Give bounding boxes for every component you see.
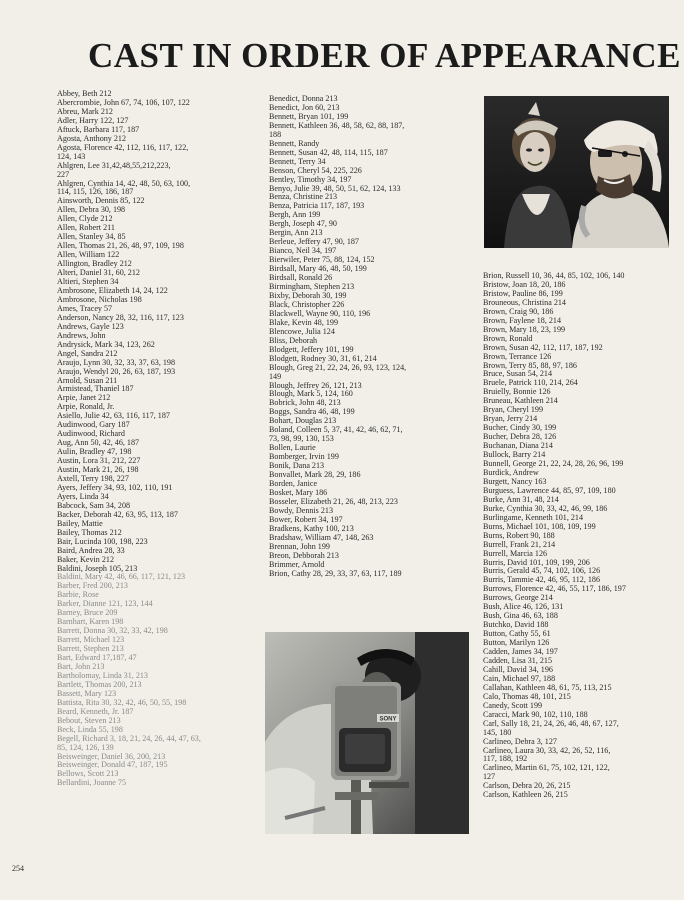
index-entry: Cahill, David 34, 196	[483, 665, 553, 674]
index-entry: Begell, Richard 3, 18, 21, 24, 26, 44, 47, 63,	[57, 734, 201, 743]
index-entry: Bobrick, John 48, 213	[269, 399, 341, 408]
index-entry: Boggs, Sandra 46, 48, 199	[269, 408, 355, 417]
index-entry: Abercrombie, John 67, 74, 106, 107, 122	[57, 98, 190, 107]
index-entry: Bixby, Deborah 30, 199	[269, 291, 347, 300]
index-entry: Bierwiler, Peter 75, 88, 124, 152	[269, 256, 375, 265]
index-entry: Abreu, Mark 212	[57, 107, 113, 116]
index-entry: Armistead, Thaniel 187	[57, 385, 134, 394]
index-entry: Beisweinger, Daniel 36, 200, 213	[57, 752, 166, 761]
camera-brand-label: SONY	[379, 716, 397, 723]
index-entry: Barrett, Michael 123	[57, 636, 125, 645]
index-entry: Butchko, David 188	[483, 621, 549, 630]
index-entry: Bryan, Jerry 214	[483, 415, 538, 424]
index-entry: Blough, Mark 5, 124, 160	[269, 390, 353, 399]
index-entry: Carlineo, Debra 3, 127	[483, 737, 557, 746]
page-title: CAST IN ORDER OF APPEARANCE	[88, 36, 681, 75]
index-entry: Caracci, Mark 90, 102, 110, 188	[483, 710, 588, 719]
index-entry: Bartlett, Thomas 200, 213	[57, 680, 142, 689]
index-entry: Ambrosone, Nicholas 198	[57, 295, 142, 304]
index-entry: Araujo, Lynn 30, 32, 33, 37, 63, 198	[57, 358, 176, 367]
index-entry: Bart, John 213	[57, 663, 105, 671]
index-entry: 145, 180	[483, 728, 512, 737]
index-entry: Beisweinger, Donald 47, 187, 195	[57, 761, 168, 770]
index-entry: Bryan, Cheryl 199	[483, 406, 544, 415]
index-entry: Barker, Dianne 121, 123, 144	[57, 600, 153, 609]
index-entry: 117, 188, 192	[483, 755, 528, 764]
index-entry: Bruele, Patrick 110, 214, 264	[483, 379, 578, 388]
index-entry: Asiello, Julie 42, 63, 116, 117, 187	[57, 412, 170, 421]
index-entry: Aug, Ann 50, 42, 46, 187	[57, 439, 140, 448]
index-entry: Brown, Terrance 126	[483, 352, 552, 361]
index-entry: Brown, Ronald	[483, 334, 533, 343]
index-entry: Birmingham, Stephen 213	[269, 283, 355, 292]
index-entry: Bassett, Mary 123	[57, 689, 117, 698]
index-entry: Burrows, George 214	[483, 594, 553, 603]
index-entry: Bosseler, Elizabeth 21, 26, 48, 213, 223	[269, 497, 398, 506]
index-entry: Birdsall, Mary 46, 48, 50, 199	[269, 265, 367, 274]
index-entry: Bush, Gina 46, 63, 188	[483, 612, 558, 621]
index-entry: Bush, Alice 46, 126, 131	[483, 603, 564, 612]
index-entry: Blough, Greg 21, 22, 24, 26, 93, 123, 124,	[269, 363, 407, 372]
index-entry: Ames, Tracey 57	[57, 304, 113, 313]
index-entry: Beard, Kenneth, Jr. 187	[57, 707, 134, 716]
index-entry: Bellardini, Joanne 75	[57, 779, 127, 788]
index-entry: Bentley, Timothy 34, 197	[269, 175, 352, 184]
index-entry: Barnhart, Karen 198	[57, 618, 124, 627]
index-entry: Barrett, Donna 30, 32, 33, 42, 198	[57, 627, 168, 636]
index-entry: Blackwell, Wayne 90, 110, 196	[269, 309, 371, 318]
index-entry: Bonvallet, Mark 28, 29, 186	[269, 471, 361, 480]
index-entry: Brown, Susan 42, 112, 117, 187, 192	[483, 343, 603, 352]
index-entry: Carlson, Kathleen 26, 215	[483, 791, 568, 800]
index-entry: Burns, Robert 90, 188	[483, 531, 555, 540]
index-entry: Burris, David 101, 109, 199, 206	[483, 558, 590, 567]
index-entry: Adler, Harry 122, 127	[57, 116, 129, 125]
index-entry: Borden, Janice	[269, 479, 318, 488]
index-entry: Aftuck, Barbara 117, 187	[57, 125, 140, 134]
index-entry: Barney, Bruce 209	[57, 609, 118, 618]
index-entry: Allen, Robert 211	[57, 224, 115, 233]
index-entry: Burns, Michael 101, 108, 109, 199	[483, 522, 596, 531]
index-entry: Bianco, Neil 34, 197	[269, 247, 337, 256]
index-entry: Andrews, Gayle 123	[57, 322, 124, 331]
index-entry: Abbey, Beth 212	[57, 90, 112, 98]
index-entry: Andrysick, Mark 34, 123, 262	[57, 340, 155, 349]
index-entry: Blodgett, Jeffery 101, 199	[269, 345, 354, 354]
index-entry: Austin, Mark 21, 26, 198	[57, 466, 139, 475]
index-entry: Bebout, Steven 213	[57, 716, 121, 725]
index-entry: Ambrosone, Elizabeth 14, 24, 122	[57, 286, 168, 295]
index-entry: Bergin, Ann 213	[269, 229, 323, 238]
index-entry: Burke, Ann 31, 48, 214	[483, 495, 559, 504]
index-entry: Burrows, Florence 42, 46, 55, 117, 186, 197	[483, 585, 626, 594]
index-entry: Bucher, Debra 28, 126	[483, 433, 557, 442]
index-entry: Burgett, Nancy 163	[483, 477, 547, 486]
index-entry: Brion, Cathy 28, 29, 33, 37, 63, 117, 189	[269, 569, 402, 578]
index-entry: Blencowe, Julia 124	[269, 327, 335, 336]
index-entry: Brion, Russell 10, 36, 44, 85, 102, 106, 140	[483, 272, 625, 280]
index-entry: Brown, Terry 85, 88, 97, 186	[483, 361, 577, 370]
index-entry: Burrell, Frank 21, 214	[483, 540, 556, 549]
index-column-2	[269, 95, 474, 578]
index-entry: Bruneau, Kathleen 214	[483, 397, 558, 406]
index-entry: Brown, Faylene 18, 214	[483, 316, 562, 325]
index-entry: Ahlgren, Cynthia 14, 42, 48, 50, 63, 100,	[57, 179, 191, 188]
index-entry: Burguess, Lawrence 44, 85, 97, 109, 180	[483, 486, 616, 495]
index-entry: Arpie, Ronald, Jr.	[57, 403, 115, 412]
index-entry: Allen, Clyde 212	[57, 215, 113, 224]
index-entry: Araujo, Wendyl 20, 26, 63, 187, 193	[57, 367, 176, 376]
index-entry: Carlineo, Laura 30, 33, 42, 26, 52, 116,	[483, 746, 611, 755]
index-entry: Austin, Lora 31, 212, 227	[57, 457, 141, 466]
index-entry: Andrews, John	[57, 331, 106, 340]
index-entry: Bradshaw, William 47, 148, 263	[269, 533, 374, 542]
index-entry: Benson, Cheryl 54, 225, 226	[269, 166, 362, 175]
index-entry: Baird, Andrea 28, 33	[57, 546, 125, 555]
index-entry: Bair, Lucinda 100, 198, 223	[57, 537, 148, 546]
index-entry: Allington, Bradley 212	[57, 260, 132, 269]
index-entry: Allen, Stanley 34, 85	[57, 233, 126, 242]
index-entry: Bennett, Bryan 101, 199	[269, 112, 349, 121]
index-column-1	[57, 90, 255, 788]
index-entry: Bristow, Joan 18, 20, 186	[483, 280, 566, 289]
index-entry: Barber, Fred 200, 213	[57, 582, 128, 591]
index-entry: Burrell, Marcia 126	[483, 549, 548, 558]
index-entry: Blodgett, Rodney 30, 31, 61, 214	[269, 354, 377, 363]
index-entry: 114, 115, 126, 186, 187	[57, 188, 134, 197]
index-entry: Bergh, Ann 199	[269, 211, 321, 220]
index-entry: 188	[269, 130, 282, 139]
index-entry: Burris, Gerald 45, 74, 102, 106, 126	[483, 567, 601, 576]
index-entry: Altieri, Stephen 34	[57, 278, 119, 287]
index-entry: Bellows, Scott 213	[57, 770, 119, 779]
index-entry: Ainsworth, Dennis 85, 122	[57, 197, 145, 206]
index-entry: Black, Christopher 226	[269, 300, 345, 309]
index-entry: Button, Marilyn 126	[483, 639, 550, 648]
index-entry: Agosta, Anthony 212	[57, 134, 127, 143]
index-entry: Bruielly, Bonnie 126	[483, 388, 551, 397]
index-entry: Bliss, Deborah	[269, 336, 318, 345]
index-entry: Callahan, Kathleen 48, 61, 75, 113, 215	[483, 683, 612, 692]
index-entry: Brouneous, Christina 214	[483, 298, 566, 307]
index-entry: 124, 143	[57, 152, 86, 161]
index-entry: Bollen, Laurie	[269, 444, 316, 453]
index-entry: Carlson, Debra 20, 26, 215	[483, 782, 571, 791]
index-entry: Bergh, Joseph 47, 90	[269, 220, 337, 229]
index-entry: Brennan, John 199	[269, 542, 330, 551]
index-entry: Breon, Debborah 213	[269, 551, 339, 560]
index-entry: Benedict, Jon 60, 213	[269, 103, 340, 112]
index-entry: Bart, Edward 17,187, 47	[57, 654, 137, 663]
index-entry: Burdick, Andrew	[483, 468, 539, 477]
index-entry: Calo, Thomas 48, 101, 215	[483, 692, 571, 701]
index-entry: Cain, Michael 97, 188	[483, 674, 556, 683]
index-entry: Ayers, Jeffery 34, 93, 102, 110, 191	[57, 483, 173, 492]
index-entry: 73, 98, 99, 130, 153	[269, 435, 334, 444]
index-entry: Bosket, Mary 186	[269, 488, 328, 497]
index-entry: Baker, Kevin 212	[57, 555, 114, 564]
index-entry: Bartholomay, Linda 31, 213	[57, 671, 148, 680]
index-entry: Benyo, Julie 39, 48, 50, 51, 62, 124, 133	[269, 184, 401, 193]
index-entry: Benza, Patricia 117, 187, 193	[269, 202, 365, 211]
index-entry: Bailey, Thomas 212	[57, 528, 122, 537]
index-entry: Bruce, Susan 54, 214	[483, 370, 553, 379]
index-entry: Bennett, Terry 34	[269, 157, 326, 166]
index-entry: 227	[57, 170, 70, 179]
index-entry: Blough, Jeffrey 26, 121, 213	[269, 381, 362, 390]
index-entry: 127	[483, 773, 496, 782]
camera-operator-photo	[265, 632, 469, 834]
index-entry: Button, Cathy 55, 61	[483, 630, 551, 639]
camera-operator-illustration	[265, 632, 469, 834]
index-entry: Ayers, Linda 34	[57, 492, 109, 501]
index-entry: Beck, Linda 55, 198	[57, 725, 123, 734]
index-entry: Baldini, Joseph 105, 213	[57, 564, 138, 573]
index-entry: Boland, Colleen 5, 37, 41, 42, 46, 62, 71,	[269, 426, 403, 435]
index-entry: Alteri, Daniel 31, 60, 212	[57, 269, 140, 278]
index-entry: Blake, Kevin 48, 199	[269, 318, 339, 327]
index-entry: Bucher, Cindy 30, 199	[483, 424, 557, 433]
index-entry: Brown, Mary 18, 23, 199	[483, 325, 566, 334]
index-entry: Audinwood, Gary 187	[57, 421, 130, 430]
index-entry: Agosta, Florence 42, 112, 116, 117, 122,	[57, 143, 189, 152]
index-entry: Bonik, Dana 213	[269, 462, 325, 471]
index-entry: Brimmer, Arnold	[269, 560, 325, 569]
index-entry: Babcock, Sam 34, 208	[57, 501, 131, 510]
index-entry: Brown, Craig 90, 186	[483, 307, 554, 316]
index-entry: Bradkens, Kathy 100, 213	[269, 524, 354, 533]
index-entry: Bunnell, George 21, 22, 24, 28, 26, 96, 199	[483, 460, 624, 469]
index-entry: Buchanan, Diana 214	[483, 442, 553, 451]
index-entry: Arnold, Susan 211	[57, 376, 118, 385]
index-entry: Bennett, Susan 42, 48, 114, 115, 187	[269, 148, 388, 157]
index-entry: Cadden, James 34, 197	[483, 648, 558, 657]
index-entry: Benedict, Donna 213	[269, 95, 338, 103]
index-entry: Aulin, Bradley 47, 198	[57, 448, 132, 457]
index-entry: Backer, Deborah 42, 63, 95, 113, 187	[57, 510, 178, 519]
costume-couple-photo	[484, 96, 669, 248]
index-entry: Ahlgren, Lee 31,42,48,55,212,223,	[57, 161, 171, 170]
index-entry: Burke, Cynthia 30, 33, 42, 46, 99, 186	[483, 504, 608, 513]
index-entry: Bennett, Randy	[269, 139, 320, 148]
index-entry: Bower, Robert 34, 197	[269, 515, 343, 524]
index-entry: Carlineo, Martin 61, 75, 102, 121, 122,	[483, 764, 610, 773]
index-entry: Cadden, Lisa 31, 215	[483, 656, 553, 665]
index-entry: Angel, Sandra 212	[57, 349, 118, 358]
index-entry: Baldini, Mary 42, 46, 66, 117, 121, 123	[57, 573, 186, 582]
index-entry: Bowdy, Dennis 213	[269, 506, 333, 515]
index-entry: Birdsall, Ronald 26	[269, 274, 333, 283]
index-entry: Barrett, Stephen 213	[57, 645, 124, 654]
index-entry: Arpie, Janet 212	[57, 394, 111, 403]
index-entry: Bailey, Mattie	[57, 519, 103, 528]
index-entry: Benza, Christine 213	[269, 193, 338, 202]
index-entry: Bomberger, Irvin 199	[269, 453, 339, 462]
index-entry: Bennett, Kathleen 36, 48, 58, 62, 88, 187,	[269, 121, 405, 130]
index-entry: Bullock, Barry 214	[483, 451, 546, 460]
index-entry: Allen, Debra 30, 198	[57, 206, 126, 215]
index-entry: Allen, William 122	[57, 251, 120, 260]
index-entry: Burlingame, Kenneth 101, 214	[483, 513, 584, 522]
index-entry: Berleue, Jeffery 47, 90, 187	[269, 238, 359, 247]
index-entry: Anderson, Nancy 28, 32, 116, 117, 123	[57, 313, 184, 322]
index-entry: Battista, Rita 30, 32, 42, 46, 50, 55, 198	[57, 698, 187, 707]
index-entry: Bristow, Pauline 86, 199	[483, 289, 563, 298]
index-entry: 149	[269, 372, 282, 381]
index-entry: Canedy, Scott 199	[483, 701, 543, 710]
costume-couple-illustration	[484, 96, 669, 248]
index-entry: Burris, Tammie 42, 46, 95, 112, 186	[483, 576, 601, 585]
index-entry: 85, 124, 126, 139	[57, 743, 114, 752]
index-entry: Allen, Thomas 21, 26, 48, 97, 109, 198	[57, 242, 184, 251]
index-entry: Axtell, Terry 198, 227	[57, 474, 129, 483]
index-entry: Carl, Sally 18, 21, 24, 26, 46, 48, 67, 127,	[483, 719, 619, 728]
index-entry: Audinwood, Richard	[57, 430, 125, 439]
index-entry: Bohart, Douglas 213	[269, 417, 337, 426]
index-entry: Barbie, Rose	[57, 591, 99, 600]
index-column-3	[483, 272, 678, 800]
page-number: 254	[12, 864, 24, 873]
